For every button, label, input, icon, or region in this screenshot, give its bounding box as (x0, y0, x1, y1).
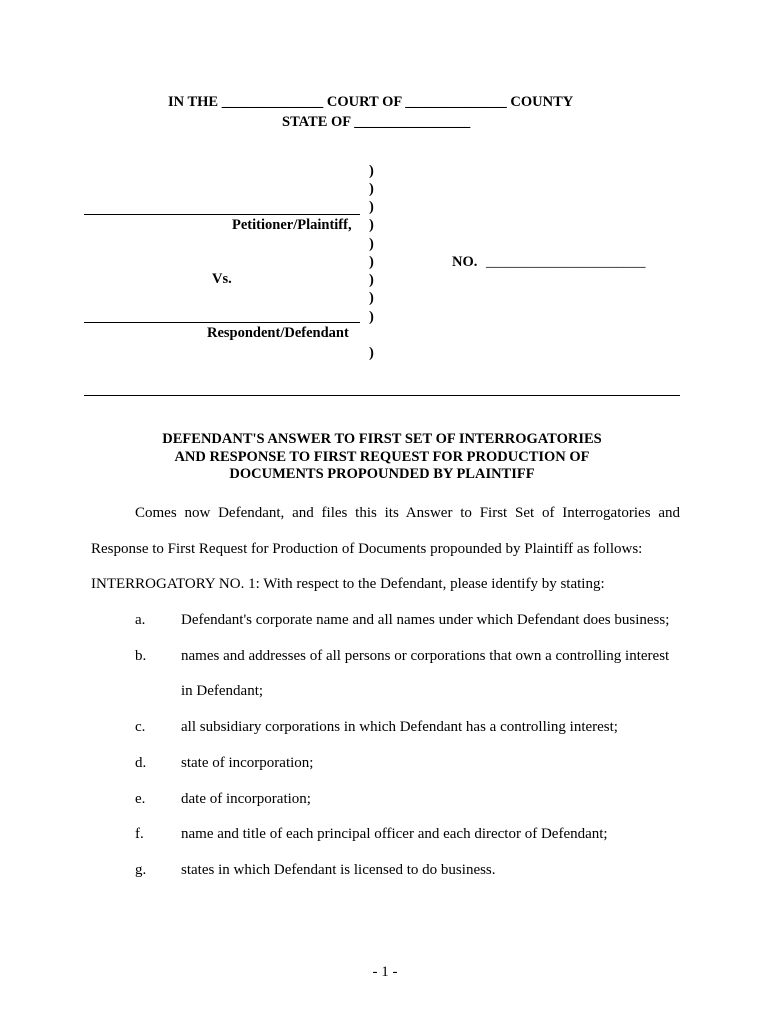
case-number-label: NO. (452, 254, 478, 270)
item-text: date of incorporation; (181, 791, 311, 807)
intro-line-1: Comes now Defendant, and files this its Answer to First Set of Interrogatories and (135, 505, 680, 521)
caption-paren: ) (369, 163, 374, 179)
caption-divider (84, 395, 680, 396)
interrogatory-1: INTERROGATORY NO. 1: With respect to the Defendant, please identify by stating: (91, 576, 605, 592)
item-text: name and title of each principal officer and each director of Defendant; (181, 826, 608, 842)
caption-paren: ) (369, 254, 374, 270)
page-number: - 1 - (372, 964, 398, 980)
item-letter: c. (135, 719, 146, 735)
caption-paren: ) (369, 309, 374, 325)
caption-paren: ) (369, 217, 374, 233)
caption-paren: ) (369, 290, 374, 306)
vs-label: Vs. (212, 271, 232, 287)
title-line-1: DEFENDANT'S ANSWER TO FIRST SET OF INTERROGATORIES (162, 431, 602, 447)
petitioner-name-line (84, 214, 360, 215)
item-text: Defendant's corporate name and all names under which Defendant does business; (181, 612, 670, 628)
document-title (84, 431, 680, 484)
caption-paren: ) (369, 345, 374, 361)
item-text: states in which Defendant is licensed to do business. (181, 862, 496, 878)
caption-paren: ) (369, 272, 374, 288)
state-line: STATE OF ________________ (282, 114, 471, 130)
case-number-blank: ______________________ (486, 254, 646, 270)
item-letter: d. (135, 755, 147, 771)
title-line-2: AND RESPONSE TO FIRST REQUEST FOR PRODUCTION OF (174, 448, 590, 465)
item-text: names and addresses of all persons or corporations that own a controlling interest (181, 648, 670, 664)
item-letter: e. (135, 791, 146, 807)
respondent-name-line (84, 322, 360, 323)
item-text: all subsidiary corporations in which Defendant has a controlling interest; (181, 719, 618, 735)
respondent-label: Respondent/Defendant (207, 325, 349, 341)
title-line-3: DOCUMENTS PROPOUNDED BY PLAINTIFF (229, 466, 535, 482)
item-letter: b. (135, 648, 147, 664)
item-letter: g. (135, 862, 147, 878)
item-letter: f. (135, 826, 144, 842)
court-line: IN THE ______________ COURT OF ______________ COUNTY (168, 94, 574, 110)
item-text-continued: in Defendant; (181, 683, 264, 699)
petitioner-label: Petitioner/Plaintiff, (232, 217, 352, 233)
caption-paren: ) (369, 236, 374, 252)
caption-paren: ) (369, 199, 374, 215)
caption-paren: ) (369, 181, 374, 197)
item-letter: a. (135, 612, 146, 628)
intro-line-2: Response to First Request for Production of Documents propounded by Plaintiff as follows: (91, 541, 643, 557)
item-text: state of incorporation; (181, 755, 314, 771)
